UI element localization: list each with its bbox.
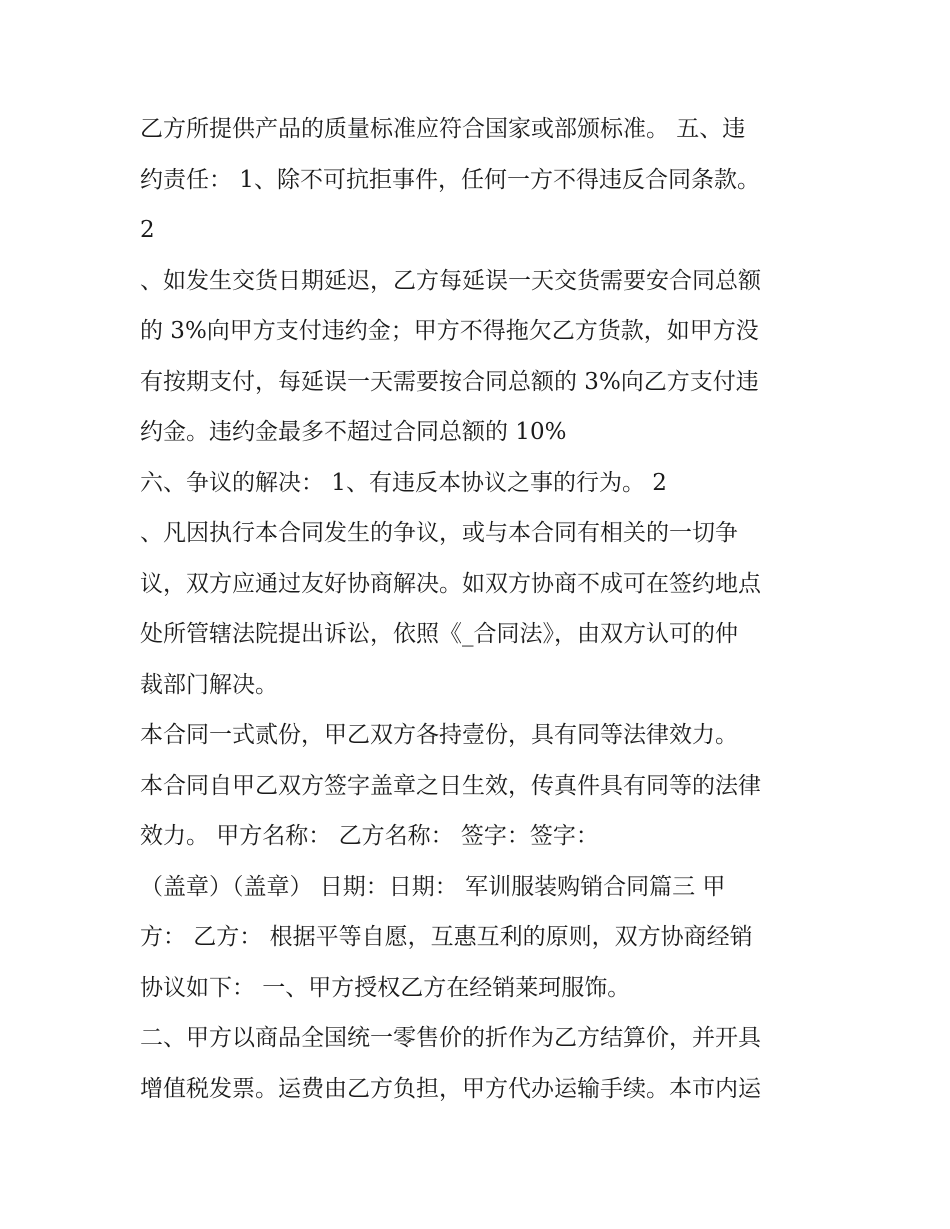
text-line: 效力。 甲方名称： 乙方名称： 签字：签字： (140, 823, 599, 849)
text-line: 二、甲方以商品全国统一零售价的折作为乙方结算价，并开具 (140, 1025, 761, 1051)
contract-text (140, 104, 830, 1114)
text-line: 本合同自甲乙双方签字盖章之日生效，传真件具有同等的法律 (140, 772, 761, 799)
text-line: 2 (140, 217, 155, 243)
text-line: 乙方所提供产品的质量标准应符合国家或部颁标准。 五、违 (140, 116, 746, 142)
text-line: 约责任： 1、除不可抗拒事件，任何一方不得违反合同条款。 (140, 166, 760, 193)
text-line: 、凡因执行本合同发生的争议，或与本合同有相关的一切争 (140, 520, 738, 546)
text-line: 协议如下： 一、甲方授权乙方在经销莱珂服饰。 (140, 974, 631, 1001)
text-line: 增值税发票。运费由乙方负担，甲方代办运输手续。本市内运 (140, 1075, 761, 1102)
text-line: 约金。违约金最多不超过合同总额的 10% (140, 419, 567, 445)
text-line: 议，双方应通过友好协商解决。如双方协商不成可在签约地点 (140, 570, 761, 597)
text-line: 、如发生交货日期延迟，乙方每延误一天交货需要安合同总额 (140, 267, 761, 294)
text-line: 本合同一式贰份，甲乙双方各持壹份，具有同等法律效力。 (140, 722, 738, 748)
text-line: （盖章）（盖章） 日期：日期： 军训服装购销合同篇三 甲 (140, 873, 726, 900)
text-line: 方： 乙方： 根据平等自愿，互惠互利的原则，双方协商经销 (140, 924, 753, 950)
text-line: 处所管辖法院提出诉讼，依照《_合同法》，由双方认可的仲 (140, 621, 738, 647)
text-line: 有按期支付，每延误一天需要按合同总额的 3%向乙方支付违 (140, 368, 759, 395)
text-line: 六、争议的解决： 1、有违反本协议之事的行为。 2 (140, 469, 667, 496)
text-line: 的 3%向甲方支付违约金；甲方不得拖欠乙方货款，如甲方没 (140, 318, 759, 344)
text-line: 裁部门解决。 (140, 671, 278, 698)
